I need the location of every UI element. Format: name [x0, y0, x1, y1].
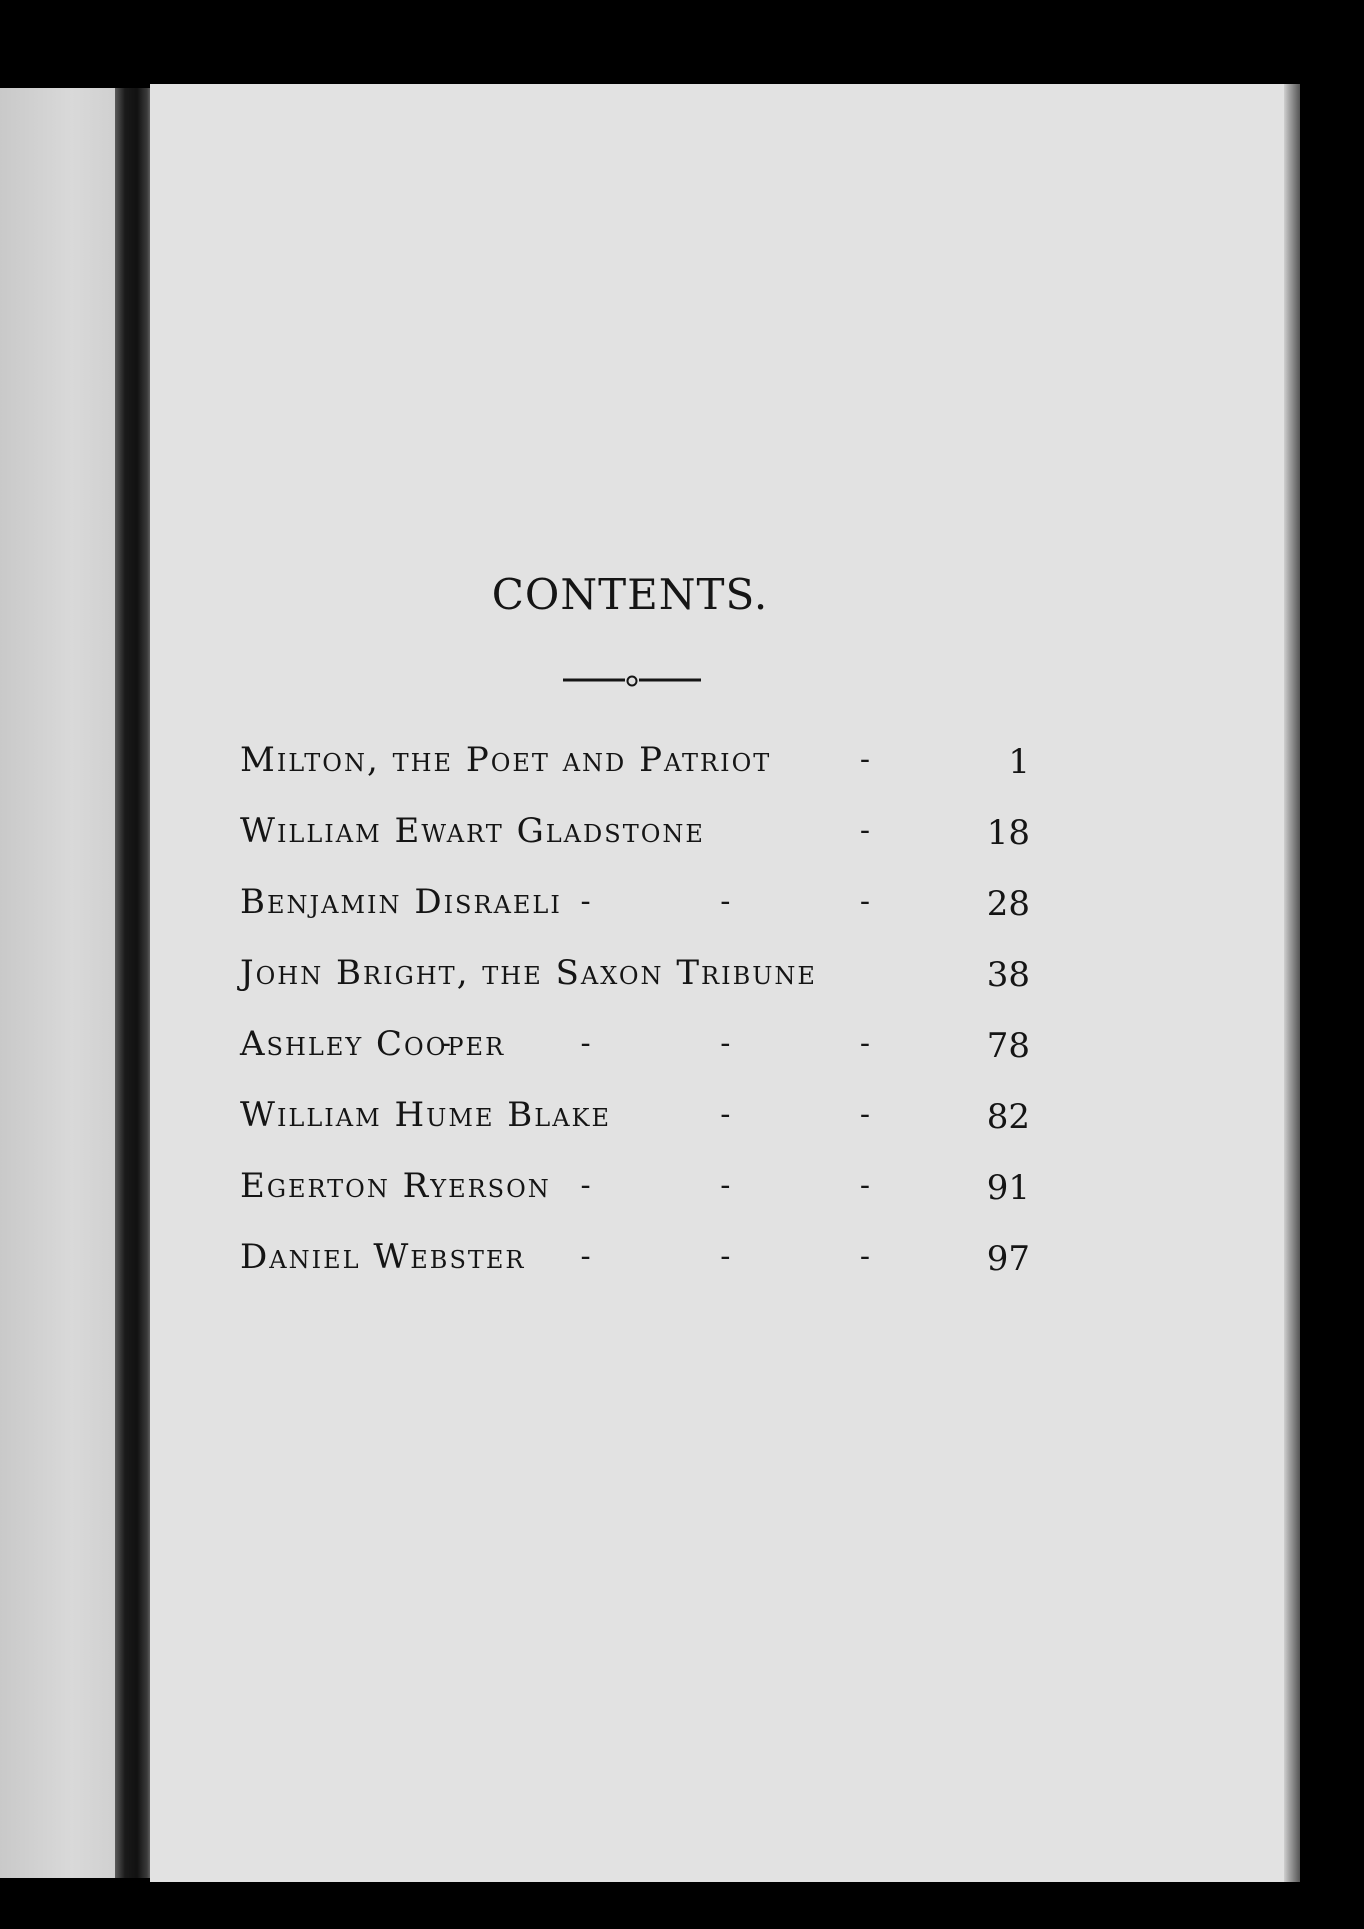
- toc-entry: [240, 882, 1030, 953]
- book-gutter: [115, 88, 155, 1878]
- page-title: CONTENTS.: [491, 570, 769, 619]
- toc-entry-title: Ashley Cooper: [240, 1024, 506, 1064]
- divider-ornament-icon: [563, 671, 701, 689]
- toc-entry-title: Milton, the Poet and Patriot: [240, 740, 772, 780]
- toc-entry-leader: -: [859, 813, 930, 848]
- toc-entry-title: William Hume Blake: [240, 1095, 611, 1135]
- toc-entry-leader: - - -: [580, 884, 930, 919]
- toc-entry-page: 97: [986, 1239, 1030, 1279]
- toc-entry-page: 82: [986, 1097, 1030, 1137]
- toc-entry: [240, 811, 1030, 882]
- toc-entry: [240, 953, 1030, 1024]
- toc-entry-title: Egerton Ryerson: [240, 1166, 551, 1206]
- toc-entry-page: 28: [986, 884, 1030, 924]
- toc-entry-page: 78: [986, 1026, 1030, 1066]
- toc-entry-title: Benjamin Disraeli: [240, 882, 562, 922]
- toc-entry: [240, 1024, 1030, 1095]
- table-of-contents: [240, 740, 1030, 1308]
- toc-entry-page: 1: [1008, 742, 1030, 782]
- toc-entry-leader: - - - -: [440, 1026, 930, 1061]
- toc-entry: [240, 1166, 1030, 1237]
- toc-entry-leader: - - -: [580, 1239, 930, 1274]
- page-edge-shadow: [1284, 84, 1300, 1882]
- toc-entry-leader: - -: [720, 1097, 930, 1132]
- toc-entry: [240, 740, 1030, 811]
- toc-entry-title: Daniel Webster: [240, 1237, 526, 1277]
- toc-entry: [240, 1095, 1030, 1166]
- toc-entry-page: 38: [986, 955, 1030, 995]
- toc-entry-title: John Bright, the Saxon Tribune: [240, 953, 817, 993]
- left-page-edge: [0, 88, 120, 1878]
- toc-entry-page: 18: [986, 813, 1030, 853]
- toc-entry-leader: - - -: [580, 1168, 930, 1203]
- toc-entry-leader: -: [859, 742, 930, 777]
- toc-entry: [240, 1237, 1030, 1308]
- toc-entry-page: 91: [986, 1168, 1030, 1208]
- toc-entry-title: William Ewart Gladstone: [240, 811, 705, 851]
